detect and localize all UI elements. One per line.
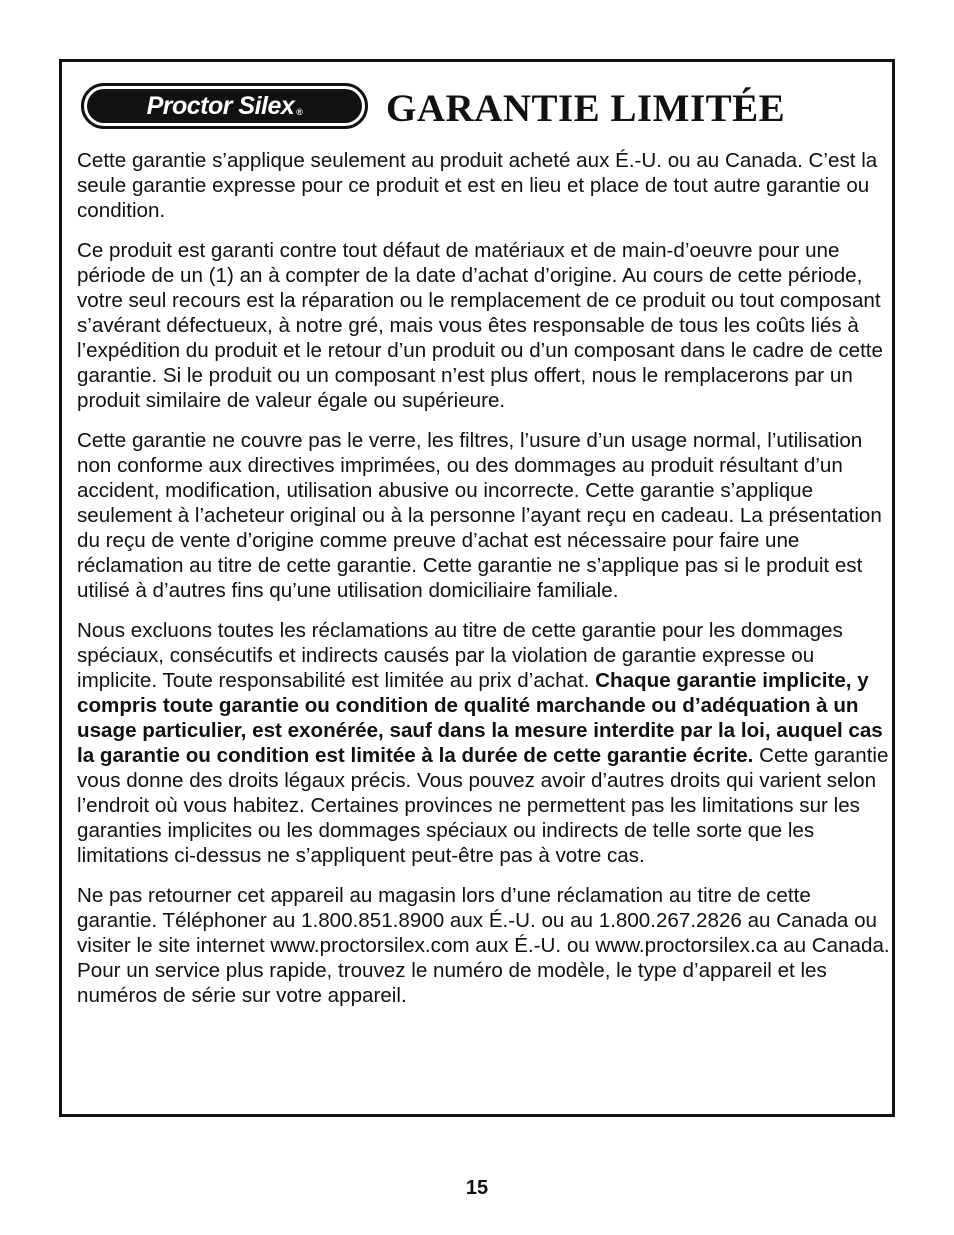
paragraph-liability <box>77 618 892 868</box>
warranty-header <box>81 81 785 131</box>
liability-text-before: Nous excluons toutes les réclamations au titre de cette garantie pour les dommages spéciaux, consécutifs et indirects causés par la violation de garantie expresse ou implicite. Toute responsabilité est limitée au prix d’achat. <box>77 619 843 692</box>
paragraph-contact: Ne pas retourner cet appareil au magasin lors d’une réclamation au titre de cette garantie. Téléphoner au 1.800.851.8900 aux É.-U. ou au 1.800.267.2826 au Canada ou visiter le site internet www.proctorsilex.com aux É.-U. ou www.proctorsilex.ca au Canada. Pour un service plus rapide, trouvez le numéro de modèle, le type d’appareil et les numéros de série sur votre appareil. <box>77 884 890 1007</box>
brand-logo-badge <box>87 89 362 123</box>
paragraph-warranty-period: Ce produit est garanti contre tout défaut de matériaux et de main-d’oeuvre pour une période de un (1) an à compter de la date d’achat d’origine. Au cours de cette période, votre seul recours est la réparation ou le remplacement de ce produit ou tout composant s’avérant défectueux, à notre gré, mais vous êtes responsable de tous les coûts liés à l’expédition du produit et le retour d’un produit ou d’un composant dans le cadre de cette garantie. Si le produit ou un composant n’est plus offert, nous le remplacerons par un produit similaire de valeur égale ou supérieure. <box>77 239 883 412</box>
brand-logo <box>81 83 368 129</box>
warranty-frame <box>59 59 895 1117</box>
warranty-body <box>77 148 892 1023</box>
liability-text-after: Cette garantie vous donne des droits légaux précis. Vous pouvez avoir d’autres droits qui varient selon l’endroit où vous habitez. Certaines provinces ne permettent pas les limitations sur les garanties implicites ou les dommages spéciaux ou indirects de telle sorte que les limitations ci-dessus ne s’appliquent peut-être pas à votre cas. <box>77 744 889 867</box>
paragraph-coverage-region: Cette garantie s’applique seulement au produit acheté aux É.-U. ou au Canada. C’est la seule garantie expresse pour ce produit et est en lieu et place de tout autre garantie ou condition. <box>77 149 878 222</box>
brand-logo-text: Proctor Silex <box>146 91 295 120</box>
registered-mark: ® <box>296 107 303 117</box>
paragraph-exclusions: Cette garantie ne couvre pas le verre, les filtres, l’usure d’un usage normal, l’utilisation non conforme aux directives imprimées, ou des dommages au produit résultant d’un accident, modification, utilisation abusive ou incorrecte. Cette garantie s’applique seulement à l’acheteur original ou à la personne l’ayant reçu en cadeau. La présentation du reçu de vente d’origine comme preuve d’achat est nécessaire pour faire une réclamation au titre de cette garantie. Cette garantie ne s’applique pas si le produit est utilisé à d’autres fins qu’une utilisation domiciliaire familiale. <box>77 429 882 602</box>
liability-text-bold: Chaque garantie implicite, y compris toute garantie ou condition de qualité marchande ou d’adéquation à un usage particulier, est exonérée, sauf dans la mesure interdite par la loi, auquel cas la garantie ou condition est limitée à la durée de cette garantie écrite. <box>77 669 883 767</box>
page-number: 15 <box>465 1177 489 1199</box>
page-title: GARANTIE LIMITÉE <box>386 86 786 130</box>
